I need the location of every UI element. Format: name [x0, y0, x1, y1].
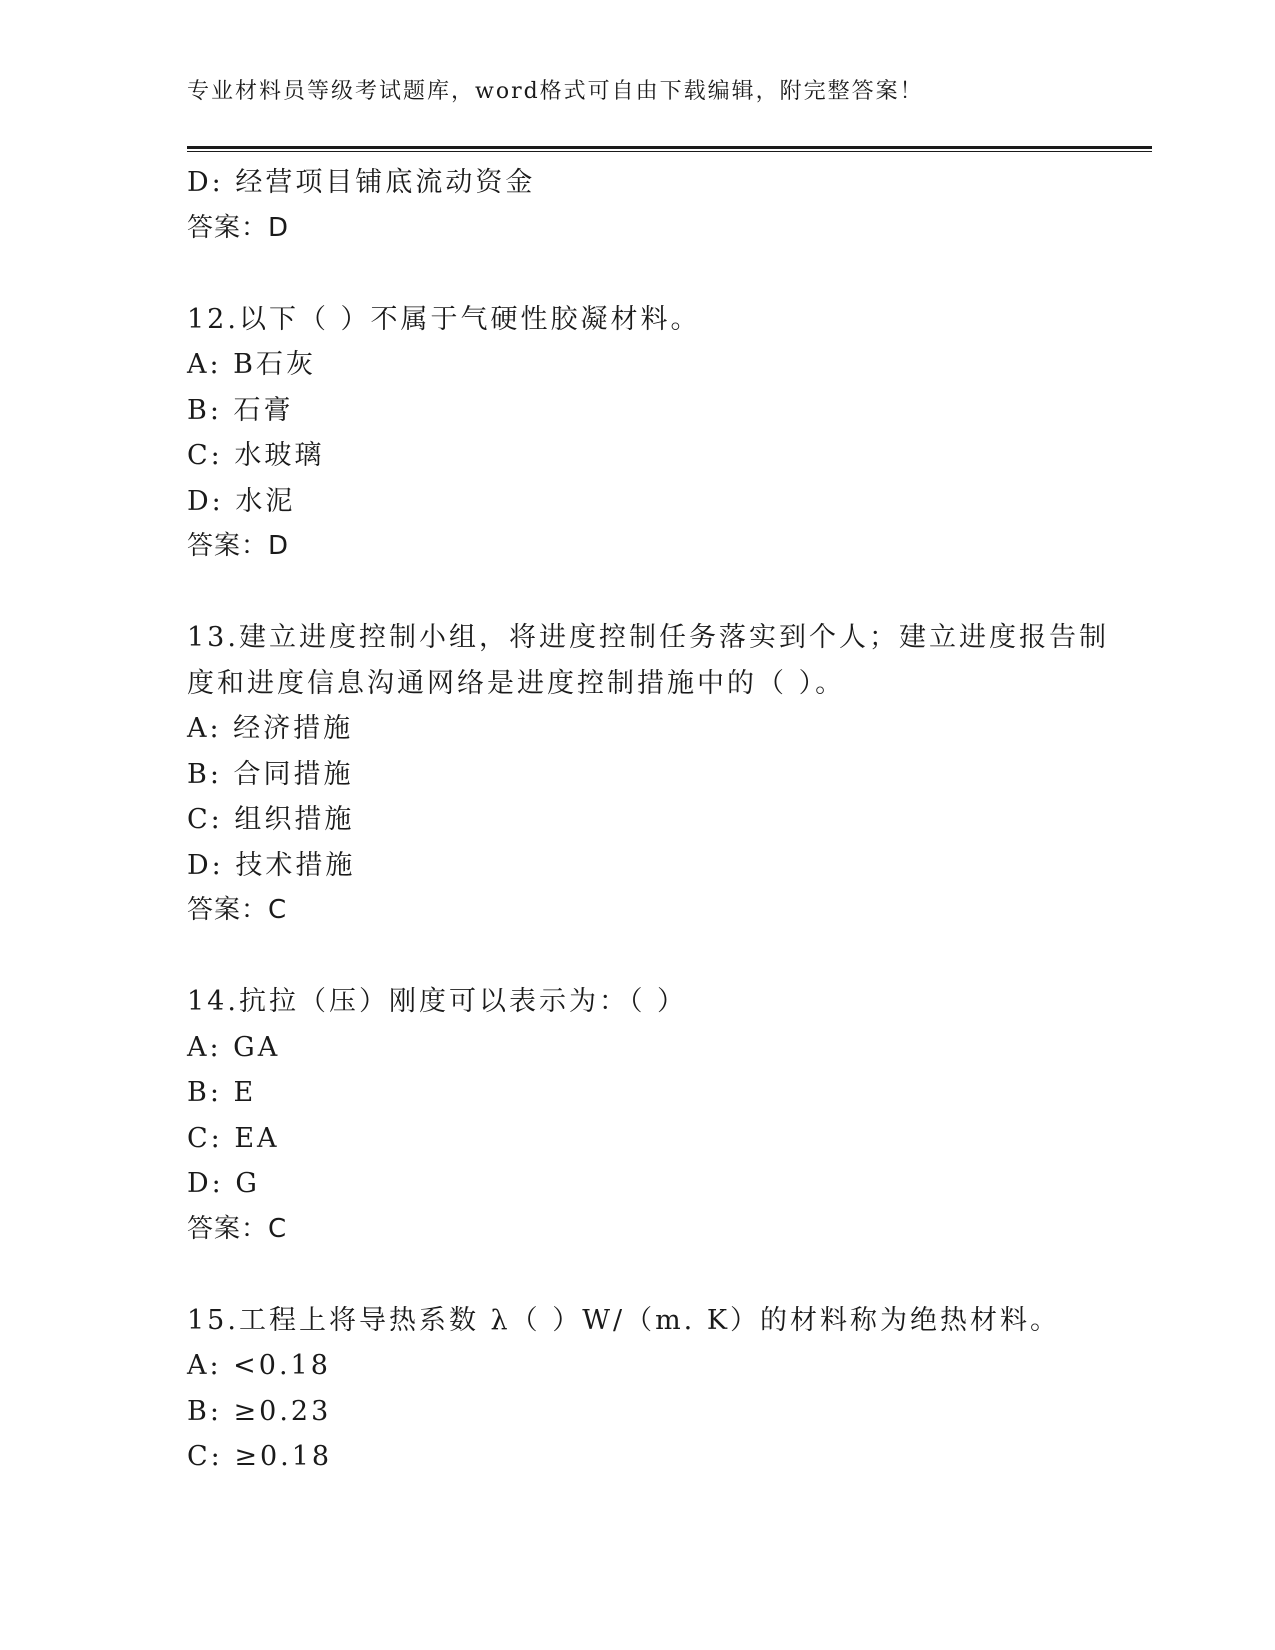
question-13 — [187, 615, 1147, 934]
option-b: B: E — [187, 1077, 257, 1108]
option-c: C: ≥0.18 — [187, 1441, 333, 1472]
question-stem: 12.以下（ ）不属于气硬性胶凝材料。 — [187, 303, 701, 335]
header-text: 专业材料员等级考试题库，word格式可自由下载编辑，附完整答案！ — [187, 79, 924, 104]
question-stem: 15.工程上将导热系数 λ（ ）W/（m. K）的材料称为绝热材料。 — [187, 1304, 1061, 1336]
option-b: B: 石膏 — [187, 394, 294, 426]
option-a: A: GA — [187, 1031, 281, 1063]
spacer — [187, 1252, 1147, 1298]
spacer — [187, 934, 1147, 980]
question-15 — [187, 1298, 1147, 1480]
question-stem-line-2: 度和进度信息沟通网络是进度控制措施中的（ ）。 — [187, 667, 846, 699]
question-stem-line-1: 13.建立进度控制小组，将进度控制任务落实到个人；建立进度报告制 — [187, 622, 1109, 653]
option-c: C: EA — [187, 1122, 280, 1154]
answer-line: 答案：C — [187, 1213, 288, 1244]
option-c: C: 组织措施 — [187, 804, 355, 835]
spacer — [187, 570, 1147, 616]
answer-line: 答案：C — [187, 895, 288, 925]
header-rule-thick — [187, 146, 1152, 149]
header-rule-thin — [187, 151, 1152, 152]
question-12 — [187, 297, 1147, 570]
question-14 — [187, 979, 1147, 1252]
option-a: A: 经济措施 — [187, 713, 354, 744]
question-list — [187, 160, 1147, 1480]
question-stem: 14.抗拉（压）刚度可以表示为：（ ） — [187, 986, 688, 1017]
spacer — [187, 251, 1147, 297]
option-c: C: 水玻璃 — [187, 440, 325, 471]
option-a: A: <0.18 — [187, 1350, 331, 1381]
option-d: D: G — [187, 1168, 260, 1199]
option-b: B: 合同措施 — [187, 758, 354, 790]
option-a: A: B石灰 — [187, 349, 317, 380]
option-d: D: 水泥 — [187, 485, 296, 517]
answer-line: 答案：D — [187, 212, 290, 243]
option-b: B: ≥0.23 — [187, 1395, 332, 1427]
option-d: D: 技术措施 — [187, 849, 356, 881]
option-d: D: 经营项目铺底流动资金 — [187, 167, 536, 198]
answer-line: 答案：D — [187, 531, 290, 561]
carryover-block — [187, 160, 1147, 251]
